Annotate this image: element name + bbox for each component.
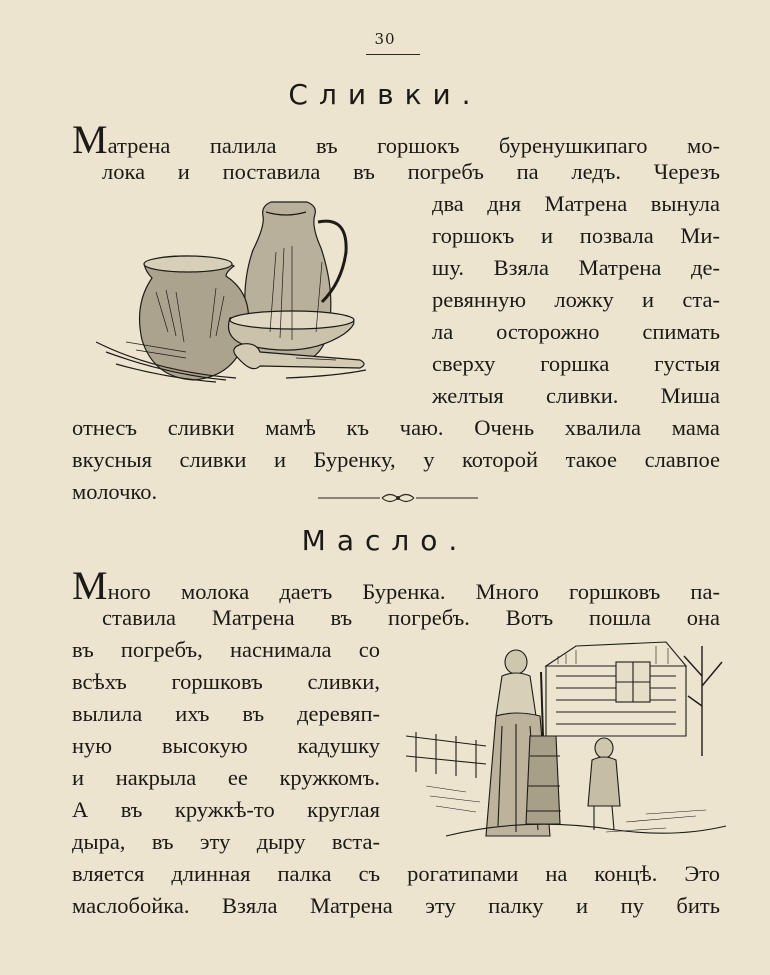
word: на: [545, 861, 568, 886]
word: рогатипами: [407, 861, 519, 886]
word: де-: [691, 255, 720, 280]
word: даетъ: [279, 579, 333, 604]
word: которой: [462, 447, 539, 472]
word: сливки: [167, 415, 235, 440]
word: длинная: [171, 861, 251, 886]
word: пу: [620, 893, 644, 918]
word: всѣхъ: [72, 669, 127, 694]
text-line: [432, 284, 720, 316]
drop-cap: М: [72, 563, 108, 608]
text-line: [432, 380, 720, 412]
word: Матрена: [578, 255, 662, 280]
word: маслобойка.: [72, 893, 190, 918]
word: ледъ.: [571, 159, 621, 184]
word: вкусныя: [72, 447, 152, 472]
text-line: [72, 117, 720, 162]
word: па-: [690, 579, 720, 604]
word: ревянную: [432, 287, 527, 312]
word: дня: [487, 191, 522, 216]
word: спимать: [642, 319, 720, 344]
text-line: [72, 563, 720, 608]
text-line: [432, 252, 720, 284]
text-line: [432, 220, 720, 252]
text-line: [72, 826, 380, 858]
text-line: [72, 794, 380, 826]
text-line: [72, 858, 720, 890]
word: съ: [358, 861, 381, 886]
word: ложку: [554, 287, 614, 312]
section-title-slivki: Сливки.: [288, 78, 482, 111]
text-line: [72, 730, 380, 762]
word: вляется: [72, 861, 145, 886]
word: Матрена: [211, 605, 295, 630]
text-line: [102, 602, 720, 634]
word: вылила: [72, 701, 143, 726]
word: кадушку: [297, 733, 380, 758]
word: палку: [488, 893, 544, 918]
word: кружкомъ.: [279, 765, 380, 790]
word: въ: [315, 133, 338, 158]
word: концѣ.: [594, 861, 658, 886]
word: погребъ: [407, 159, 484, 184]
word: горшка: [540, 351, 610, 376]
word: въ: [242, 701, 265, 726]
word: палила: [209, 133, 277, 158]
text-line: [72, 444, 720, 476]
word: Много: [475, 579, 539, 604]
word: сливки.: [545, 383, 619, 408]
word: густыя: [654, 351, 720, 376]
word: горшокъ: [432, 223, 515, 248]
word: такое: [565, 447, 618, 472]
page-number-rule: [366, 54, 420, 55]
text-line: [432, 316, 720, 348]
word: и: [72, 765, 85, 790]
word: Миша: [660, 383, 720, 408]
word: и: [541, 223, 554, 248]
word: она: [686, 605, 720, 630]
word: желтыя: [432, 383, 504, 408]
word: молочко.: [72, 479, 158, 504]
word: шу.: [432, 255, 464, 280]
word: деревяп-: [297, 701, 380, 726]
word: дыра,: [72, 829, 126, 854]
word: въ: [330, 605, 353, 630]
word: сливки: [179, 447, 247, 472]
word: эту: [199, 829, 231, 854]
word: горшковъ: [569, 579, 661, 604]
word: славпое: [644, 447, 720, 472]
word: и: [576, 893, 589, 918]
word: накрыла: [115, 765, 197, 790]
word: ста-: [682, 287, 720, 312]
word: ла: [432, 319, 454, 344]
word: позвала: [579, 223, 654, 248]
word: Матрена: [544, 191, 628, 216]
word: Это: [684, 861, 720, 886]
word: хвалила: [564, 415, 642, 440]
page-number: 30: [374, 30, 396, 48]
word: Очень: [474, 415, 535, 440]
pottery-illustration: [96, 192, 378, 388]
word: Взяла: [221, 893, 278, 918]
word: ихъ: [175, 701, 210, 726]
word: высокую: [161, 733, 248, 758]
word: кружкѣ-то: [174, 797, 275, 822]
word: Матрена: [72, 117, 171, 162]
word: горшковъ: [171, 669, 263, 694]
text-line: [72, 666, 380, 698]
word: Буренку,: [313, 447, 396, 472]
word: молока: [180, 579, 250, 604]
word: ставила: [102, 605, 176, 630]
word: ную: [72, 733, 113, 758]
word: погребъ.: [388, 605, 470, 630]
section-title-maslo: Масло.: [301, 524, 469, 557]
text-line: [72, 698, 380, 730]
text-line: [102, 156, 720, 188]
word: лока: [102, 159, 146, 184]
word: вынула: [650, 191, 720, 216]
text-line: [432, 188, 720, 220]
word: поставила: [222, 159, 321, 184]
word: мамѣ: [265, 415, 316, 440]
word: палка: [277, 861, 332, 886]
word: со: [358, 637, 380, 662]
word: А: [72, 797, 89, 822]
word: буренушкипаго: [498, 133, 648, 158]
text-line: [72, 890, 720, 922]
word: пошла: [589, 605, 651, 630]
word: въ: [120, 797, 143, 822]
word: Черезъ: [653, 159, 720, 184]
word: Матрена: [309, 893, 393, 918]
butter-churning-illustration: [406, 636, 736, 846]
ornament-divider: [318, 490, 478, 506]
word: дыру: [256, 829, 306, 854]
text-line: [72, 762, 380, 794]
text-line: [72, 634, 380, 666]
word: и: [642, 287, 655, 312]
word: въ: [72, 637, 94, 662]
word: круглая: [307, 797, 380, 822]
word: наснимала: [229, 637, 332, 662]
word: эту: [425, 893, 456, 918]
word: и: [273, 447, 286, 472]
word: сливки,: [307, 669, 380, 694]
word: мама: [671, 415, 720, 440]
word: Много: [72, 563, 151, 608]
word: въ: [151, 829, 174, 854]
word: сверху: [432, 351, 496, 376]
word: къ: [346, 415, 370, 440]
word: Буренка.: [362, 579, 446, 604]
word: у: [423, 447, 435, 472]
drop-cap: М: [72, 117, 108, 162]
word: ее: [227, 765, 248, 790]
word: два: [432, 191, 464, 216]
word: Взяла: [493, 255, 550, 280]
word: па: [516, 159, 539, 184]
word: Ми-: [680, 223, 720, 248]
word: и: [177, 159, 190, 184]
word: погребъ,: [120, 637, 203, 662]
word: въ: [353, 159, 375, 184]
word: вста-: [331, 829, 380, 854]
text-line: [432, 348, 720, 380]
word: отнесъ: [72, 415, 137, 440]
word: горшокъ: [377, 133, 460, 158]
word: осторожно: [496, 319, 600, 344]
text-line: [72, 412, 720, 444]
word: Вотъ: [505, 605, 554, 630]
word: чаю.: [399, 415, 444, 440]
word: бить: [676, 893, 720, 918]
word: мо-: [686, 133, 720, 158]
